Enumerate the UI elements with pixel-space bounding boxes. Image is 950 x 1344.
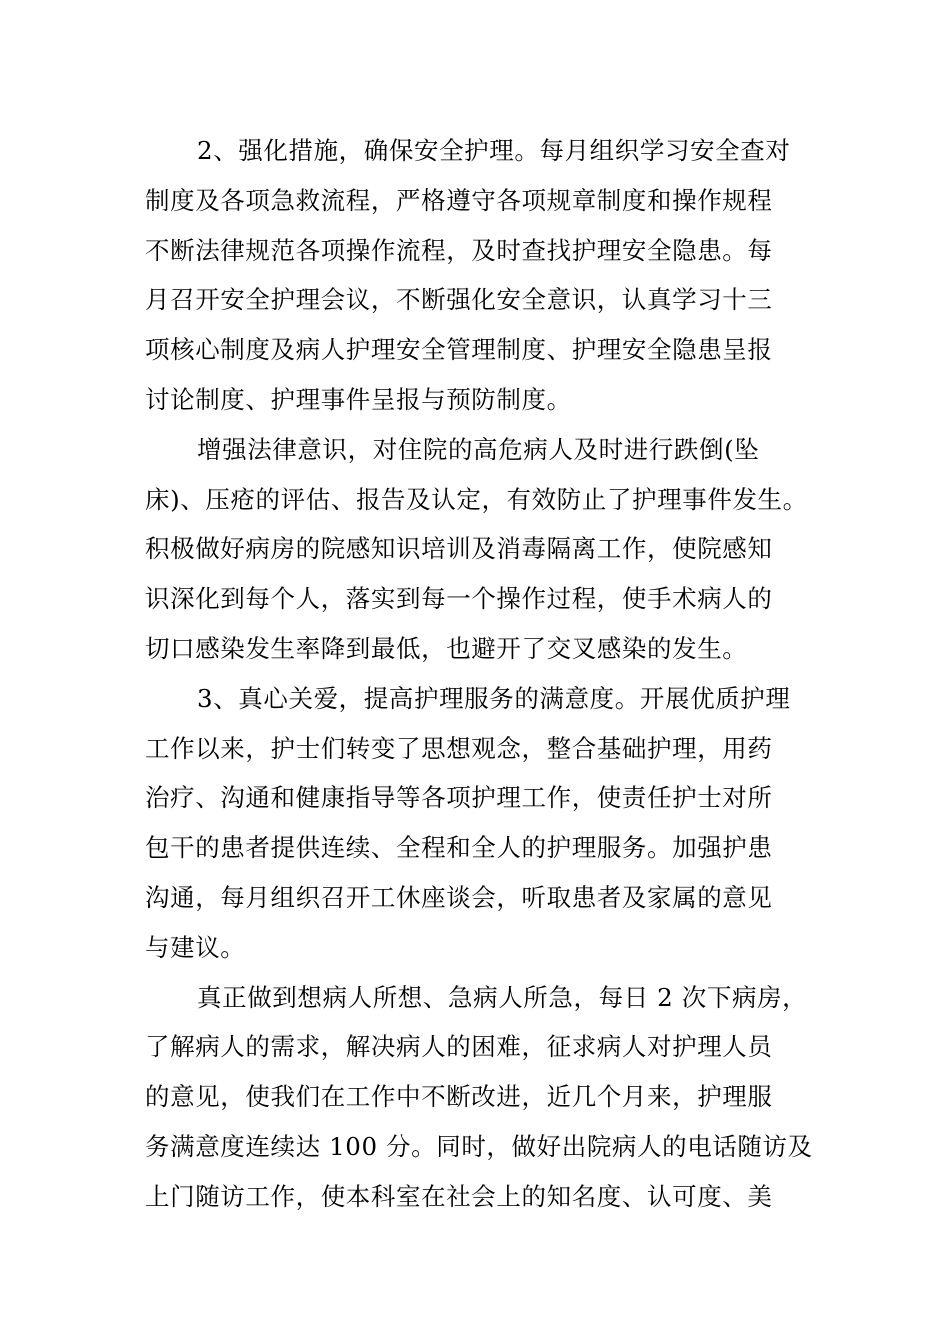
text-line: 月召开安全护理会议，不断强化安全意识，认真学习十三 [145, 285, 773, 315]
text-line: 了解病人的需求，解决病人的困难，征求病人对护理人员 [145, 1032, 773, 1062]
text-line: 3、真心关爱，提高护理服务的满意度。开展优质护理 [197, 683, 791, 713]
text-line: 沟通，每月组织召开工休座谈会，听取患者及家属的意见 [145, 882, 773, 912]
text-line: 积极做好病房的院感知识培训及消毒隔离工作，使院感知 [145, 534, 773, 564]
text-line: 的意见，使我们在工作中不断改进，近几个月来，护理服 [145, 1082, 773, 1112]
text-line: 讨论制度、护理事件呈报与预防制度。 [145, 384, 572, 414]
text-line: 工作以来，护士们转变了思想观念，整合基础护理，用药 [145, 733, 773, 763]
text-line: 治疗、沟通和健康指导等各项护理工作，使责任护士对所 [145, 783, 773, 813]
text-line: 上门随访工作，使本科室在社会上的知名度、认可度、美 [145, 1181, 773, 1211]
text-line: 2、强化措施，确保安全护理。每月组织学习安全查对 [197, 136, 791, 165]
text-line: 与建议。 [145, 932, 246, 962]
text-line: 识深化到每个人，落实到每一个操作过程，使手术病人的 [145, 584, 773, 614]
document-body [145, 126, 815, 1222]
text-line: 务满意度连续达 100 分。同时，做好出院病人的电话随访及 [145, 1131, 813, 1161]
text-line: 制度及各项急救流程，严格遵守各项规章制度和操作规程 [145, 185, 773, 215]
text-line: 真正做到想病人所想、急病人所急，每日 2 次下病房， [197, 982, 808, 1012]
text-line: 不断法律规范各项操作流程，及时查找护理安全隐患。每 [145, 235, 773, 265]
text-line: 包干的患者提供连续、全程和全人的护理服务。加强护患 [145, 833, 773, 863]
text-line: 增强法律意识，对住院的高危病人及时进行跌倒(坠 [197, 434, 760, 464]
text-line: 切口感染发生率降到最低，也避开了交叉感染的发生。 [145, 633, 748, 663]
text-line: 床)、压疮的评估、报告及认定，有效防止了护理事件发生。 [145, 484, 808, 514]
text-line: 项核心制度及病人护理安全管理制度、护理安全隐患呈报 [145, 335, 773, 365]
